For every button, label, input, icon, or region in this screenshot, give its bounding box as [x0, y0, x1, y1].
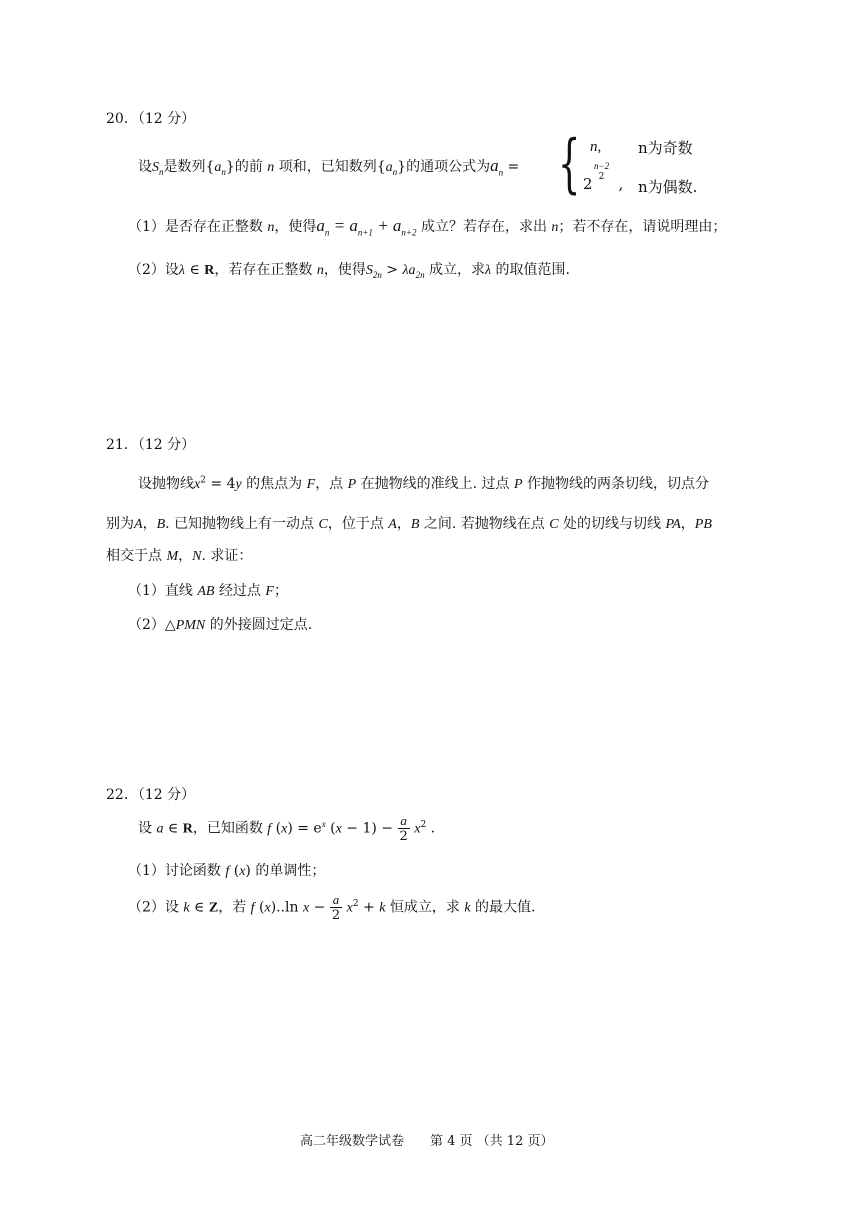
q20-statement: 设$S_n$是数列$\{a_n\}$的前 n 项和，已知数列$\{a_n\}$的通项公式为$a_n$ =	[138, 156, 520, 178]
q20-part1: （1）是否存在正整数 n，使得$a_n = a_{n+1} + a_{n+2}$ 成立？若存在，求出 n；若不存在，请说明理由；	[128, 216, 727, 238]
q20-case1-condition: n为奇数	[638, 139, 693, 157]
q21-part2: （2）△PMN 的外接圆过定点.	[128, 617, 313, 633]
q20-piecewise-brace: {	[558, 127, 581, 201]
q21-line1: 设抛物线$x^2 = 4y$ 的焦点为 F，点 P 在抛物线的准线上. 过点 P 作抛物线的两条切线，切点分	[138, 475, 710, 492]
q21-part1: （1）直线 AB 经过点 F；	[128, 583, 288, 599]
q20-case1: n,	[590, 139, 602, 155]
q21-line3: 相交于点 M，N. 求证：	[106, 548, 253, 564]
q22-part1: （1）讨论函数 f (x) 的单调性；	[128, 863, 326, 879]
q20-case2-base: 2 ,	[583, 175, 624, 193]
q21-line2: 别为A，B. 已知抛物线上有一动点 C，位于点 A，B 之间. 若抛物线在点 C 处的切线与切线 PA，PB	[106, 516, 712, 532]
q22-fraction-a-over-2: $\frac{a}{2}$	[399, 813, 408, 844]
q22-fraction-a-over-2-b: $\frac{a}{2}$	[331, 892, 341, 923]
q20-part2: （2）设λ ∈ R，若存在正整数 n，使得$S_{2n} > \lambda a_{2n}$ 成立，求λ 的取值范围.	[128, 262, 570, 280]
q22-header: 22．（12 分）	[106, 787, 196, 803]
q20-header: 20．（12 分）	[106, 111, 196, 127]
q22-line1: 设 a ∈ R，已知函数 f $(x) = e^x$ (x − 1) − $\frac{a}{2}$ $x^2$ .	[138, 813, 436, 844]
q22-part2: （2）设 k ∈ Z，若 f (x)..ln x − $\frac{a}{2}$ $x^2 + k$ 恒成立，求 k 的最大值.	[128, 892, 536, 923]
q20-case2-condition: n为偶数.	[638, 178, 698, 196]
q20-case2-exponent: n−2 2	[594, 161, 610, 182]
page-footer: 高二年级数学试卷 第 4 页 （共 12 页）	[300, 1134, 554, 1149]
q21-header: 21．（12 分）	[106, 437, 196, 453]
